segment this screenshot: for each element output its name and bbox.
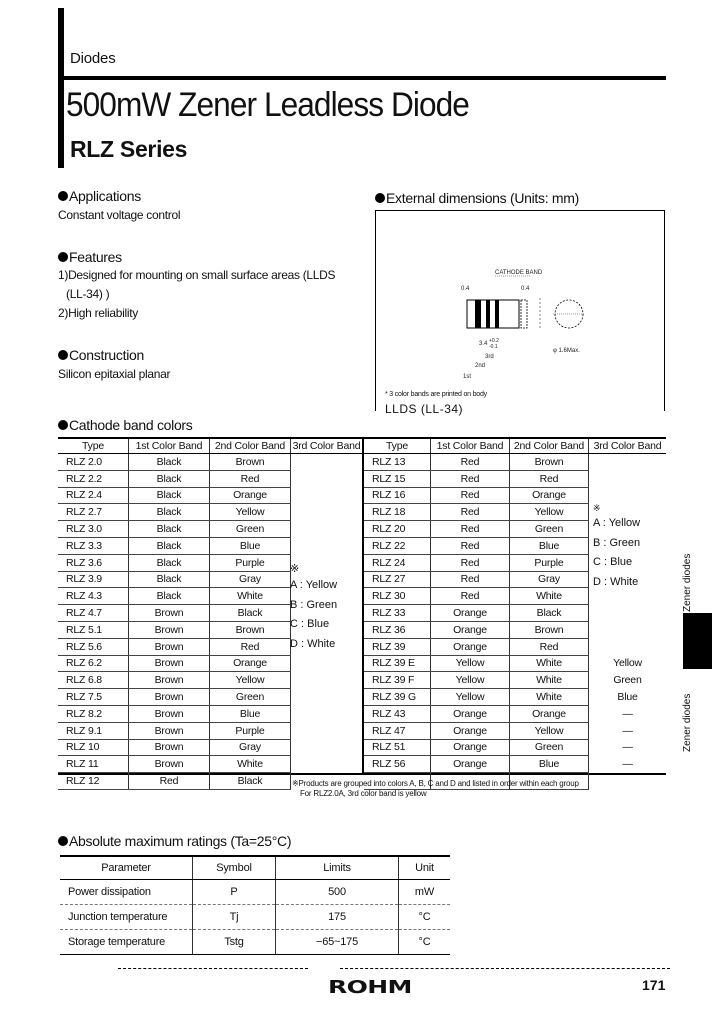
table-row — [58, 470, 362, 487]
ratings-heading — [58, 833, 291, 849]
cell-band3 — [291, 756, 363, 773]
cell-band1: Red — [431, 504, 510, 521]
cell-symbol: Tj — [193, 905, 276, 930]
cell-band3 — [291, 454, 363, 471]
construction-heading — [58, 347, 144, 363]
legend-item: C : Blue — [290, 618, 330, 630]
cell-type: RLZ 22 — [364, 537, 431, 554]
ratings-table — [60, 855, 450, 955]
cathode-heading — [58, 417, 193, 433]
cell-band2: Orange — [210, 487, 291, 504]
cell-band1: Orange — [431, 621, 510, 638]
legend-item: A : Yellow — [593, 517, 641, 529]
svg-text:φ 1.6Max.: φ 1.6Max. — [553, 348, 580, 354]
legend-item: D : White — [593, 575, 639, 588]
cell-limits: −65~175 — [276, 930, 399, 955]
table-row — [364, 638, 666, 655]
col-unit: Unit — [399, 856, 451, 880]
cell-band2: White — [510, 655, 589, 672]
col-band1: 1st Color Band — [129, 439, 210, 454]
cell-band2: Yellow — [210, 504, 291, 521]
cell-type: RLZ 39 F — [364, 672, 431, 689]
cell-type: RLZ 2.0 — [58, 454, 129, 471]
cell-band2: White — [510, 588, 589, 605]
cathode-heading-text: Cathode band colors — [69, 417, 193, 433]
cell-band2: Green — [510, 739, 589, 756]
svg-text:2nd: 2nd — [475, 363, 486, 369]
cell-band3: — — [622, 707, 633, 720]
cell-band2: Black — [210, 773, 291, 790]
svg-text:+0.2: +0.2 — [489, 338, 499, 344]
table-row — [364, 722, 666, 739]
col-parameter: Parameter — [60, 856, 193, 880]
cell-type: RLZ 6.2 — [58, 655, 129, 672]
cell-band2: Green — [210, 689, 291, 706]
table-row — [60, 930, 450, 955]
cell-type: RLZ 9.1 — [58, 722, 129, 739]
cell-band1: Brown — [129, 605, 210, 622]
cell-type: RLZ 33 — [364, 605, 431, 622]
table-row — [58, 655, 362, 672]
cell-band2: Purple — [510, 554, 589, 571]
dimensions-heading — [375, 190, 579, 206]
cell-band1: Red — [431, 487, 510, 504]
table-row — [58, 705, 362, 722]
cell-band3: — — [622, 741, 633, 754]
features-heading — [58, 249, 122, 265]
cell-band2: Red — [510, 638, 589, 655]
cell-band1: Black — [129, 470, 210, 487]
cell-symbol: Tstg — [193, 930, 276, 955]
side-index-tab — [683, 613, 712, 669]
svg-text:-0.1: -0.1 — [489, 344, 498, 350]
cell-type: RLZ 56 — [364, 756, 431, 773]
svg-text:1st: 1st — [463, 374, 472, 380]
cell-parameter: Junction temperature — [60, 905, 193, 930]
cell-band1: Black — [129, 454, 210, 471]
col-band2: 2nd Color Band — [210, 439, 291, 454]
cell-type: RLZ 43 — [364, 705, 431, 722]
svg-text:0.4: 0.4 — [461, 286, 470, 292]
footer-rule — [118, 968, 308, 970]
table-row — [364, 621, 666, 638]
table-row — [60, 880, 450, 905]
cell-band1: Brown — [129, 705, 210, 722]
cell-band2: Brown — [510, 454, 589, 471]
table-row — [364, 739, 666, 756]
col-band3: 3rd Color Band — [589, 439, 667, 454]
cell-type: RLZ 36 — [364, 621, 431, 638]
series-title: RLZ Series — [70, 136, 188, 162]
cell-unit: °C — [399, 930, 451, 955]
cell-type: RLZ 8.2 — [58, 705, 129, 722]
cell-band2: White — [510, 672, 589, 689]
cell-band1: Orange — [431, 638, 510, 655]
cell-type: RLZ 5.6 — [58, 638, 129, 655]
cell-band3 — [589, 454, 667, 471]
cathode-footnote — [292, 779, 579, 799]
cell-type: RLZ 39 G — [364, 689, 431, 706]
applications-text: Constant voltage control — [58, 208, 181, 222]
cell-band1: Brown — [129, 756, 210, 773]
svg-text:3rd: 3rd — [485, 354, 494, 360]
cell-type: RLZ 13 — [364, 454, 431, 471]
col-type: Type — [58, 439, 129, 454]
cell-band2: Red — [210, 638, 291, 655]
header-left-bar — [58, 8, 64, 168]
side-label-bottom: Zener diodes — [682, 693, 693, 752]
legend-item: B : Green — [290, 598, 338, 611]
cell-band2: White — [510, 689, 589, 706]
cell-band1: Yellow — [431, 672, 510, 689]
ratings-heading-text: Absolute maximum ratings (Ta=25°C) — [69, 833, 292, 849]
cell-band3 — [589, 621, 667, 638]
cell-band1: Black — [129, 521, 210, 538]
cell-band3: — — [622, 758, 633, 771]
dimensions-note: * 3 color bands are printed on body — [385, 391, 487, 398]
cell-band2: Blue — [510, 756, 589, 773]
legend-mark: ※ — [593, 503, 601, 513]
header-rule — [64, 76, 666, 80]
cell-band2: Green — [510, 521, 589, 538]
cell-limits: 175 — [276, 905, 399, 930]
table-row — [364, 672, 666, 689]
cell-band1: Orange — [431, 705, 510, 722]
table-row — [364, 470, 666, 487]
cell-band2: Brown — [210, 454, 291, 471]
cell-band3 — [291, 521, 363, 538]
footer-rule — [340, 968, 670, 970]
cell-band2: Gray — [210, 739, 291, 756]
cell-symbol: P — [193, 880, 276, 905]
cell-band3 — [589, 605, 667, 622]
cell-band1: Black — [129, 487, 210, 504]
legend-item: C : Blue — [593, 556, 633, 568]
cell-band1: Yellow — [431, 689, 510, 706]
color-legend-left — [290, 562, 337, 654]
cell-unit: mW — [399, 880, 451, 905]
cell-band1: Orange — [431, 605, 510, 622]
cell-band1: Red — [431, 537, 510, 554]
cell-band2: Blue — [210, 705, 291, 722]
cell-type: RLZ 16 — [364, 487, 431, 504]
col-band2: 2nd Color Band — [510, 439, 589, 454]
feature-item: 1)Designed for mounting on small surface areas (LLDS — [58, 268, 336, 282]
cell-unit: °C — [399, 905, 451, 930]
cell-band2: Red — [210, 470, 291, 487]
cell-type: RLZ 11 — [58, 756, 129, 773]
table-row — [58, 722, 362, 739]
cell-band2: Purple — [210, 554, 291, 571]
cell-band1: Brown — [129, 672, 210, 689]
cell-type: RLZ 18 — [364, 504, 431, 521]
table-row — [60, 905, 450, 930]
cell-type: RLZ 2.2 — [58, 470, 129, 487]
cell-type: RLZ 30 — [364, 588, 431, 605]
cell-band2: Gray — [510, 571, 589, 588]
cell-band1: Red — [431, 554, 510, 571]
cell-type: RLZ 7.5 — [58, 689, 129, 706]
bullet-icon — [58, 252, 68, 262]
cell-band1: Red — [431, 588, 510, 605]
svg-text:3.4: 3.4 — [479, 341, 488, 347]
table-row — [364, 655, 666, 672]
svg-text:0.4: 0.4 — [521, 286, 530, 292]
cell-band1: Red — [431, 454, 510, 471]
cell-type: RLZ 4.7 — [58, 605, 129, 622]
cell-band2: Yellow — [510, 722, 589, 739]
cell-band1: Red — [129, 773, 210, 790]
cell-band3 — [291, 672, 363, 689]
bullet-icon — [375, 193, 385, 203]
construction-heading-text: Construction — [69, 347, 144, 363]
rohm-logo: ROHM — [328, 976, 412, 998]
bullet-icon — [58, 191, 68, 201]
cell-band2: Brown — [510, 621, 589, 638]
cell-band3 — [589, 470, 667, 487]
table-row — [58, 537, 362, 554]
table-row — [364, 756, 666, 773]
table-row — [364, 605, 666, 622]
cell-band2: Gray — [210, 571, 291, 588]
cell-band2: Black — [510, 605, 589, 622]
bullet-icon — [58, 836, 68, 846]
cell-type: RLZ 20 — [364, 521, 431, 538]
cell-type: RLZ 3.3 — [58, 537, 129, 554]
cell-type: RLZ 39 E — [364, 655, 431, 672]
cell-band2: Brown — [210, 621, 291, 638]
cell-type: RLZ 4.3 — [58, 588, 129, 605]
cell-band3 — [291, 739, 363, 756]
cell-band1: Black — [129, 554, 210, 571]
cell-type: RLZ 12 — [58, 773, 129, 790]
cell-band1: Black — [129, 504, 210, 521]
cell-band3: Yellow — [613, 657, 642, 670]
table-row — [364, 689, 666, 706]
cell-band3 — [291, 537, 363, 554]
diode-dimension-diagram — [455, 262, 595, 387]
cell-band3 — [589, 638, 667, 655]
col-limits: Limits — [276, 856, 399, 880]
cell-band2: Red — [510, 470, 589, 487]
legend-item: D : White — [290, 637, 336, 650]
cell-type: RLZ 10 — [58, 739, 129, 756]
cell-band1: Red — [431, 571, 510, 588]
cell-type: RLZ 2.4 — [58, 487, 129, 504]
cell-band1: Orange — [431, 739, 510, 756]
cell-band2: Blue — [210, 537, 291, 554]
cell-type: RLZ 47 — [364, 722, 431, 739]
cell-type: RLZ 5.1 — [58, 621, 129, 638]
cell-band1: Orange — [431, 756, 510, 773]
legend-item: B : Green — [593, 536, 641, 549]
bullet-icon — [58, 350, 68, 360]
cell-band3 — [291, 655, 363, 672]
table-row — [58, 739, 362, 756]
table-row — [58, 689, 362, 706]
cell-parameter: Power dissipation — [60, 880, 193, 905]
cell-band1: Black — [129, 588, 210, 605]
cell-band2: Blue — [510, 537, 589, 554]
cell-band1: Brown — [129, 638, 210, 655]
cell-band1: Black — [129, 571, 210, 588]
features-heading-text: Features — [69, 249, 122, 265]
cell-band1: Brown — [129, 739, 210, 756]
col-band1: 1st Color Band — [431, 439, 510, 454]
legend-mark: ※ — [290, 563, 300, 575]
cell-band2: Orange — [210, 655, 291, 672]
cathode-table-right — [364, 439, 666, 790]
diode-outline-icon — [455, 262, 595, 382]
cell-type: RLZ 2.7 — [58, 504, 129, 521]
cell-band3 — [291, 504, 363, 521]
cell-band3 — [291, 722, 363, 739]
col-band3: 3rd Color Band — [291, 439, 363, 454]
cell-band1: Black — [129, 537, 210, 554]
cell-band3 — [291, 487, 363, 504]
cell-band2: Black — [210, 605, 291, 622]
table-header-row — [58, 439, 362, 454]
construction-text: Silicon epitaxial planar — [58, 367, 171, 381]
legend-item: A : Yellow — [290, 579, 338, 591]
cell-band2: Yellow — [210, 672, 291, 689]
cell-band1: Red — [431, 521, 510, 538]
cell-band3 — [291, 470, 363, 487]
cell-band2: Purple — [210, 722, 291, 739]
feature-item: (LL-34) ) — [66, 287, 110, 301]
svg-text:CATHODE BAND: CATHODE BAND — [495, 270, 543, 276]
table-row — [58, 504, 362, 521]
cell-type: RLZ 39 — [364, 638, 431, 655]
cell-type: RLZ 3.6 — [58, 554, 129, 571]
applications-heading — [58, 188, 141, 204]
col-type: Type — [364, 439, 431, 454]
cell-band2: White — [210, 588, 291, 605]
bullet-icon — [58, 420, 68, 430]
footnote-line: For RLZ2.0A, 3rd color band is yellow — [300, 789, 427, 798]
cell-band1: Yellow — [431, 655, 510, 672]
cell-band1: Orange — [431, 722, 510, 739]
category-label: Diodes — [70, 50, 116, 67]
feature-item: 2)High reliability — [58, 306, 138, 320]
cell-band1: Red — [431, 470, 510, 487]
cell-band1: Brown — [129, 689, 210, 706]
cell-band1: Brown — [129, 722, 210, 739]
cell-parameter: Storage temperature — [60, 930, 193, 955]
cell-limits: 500 — [276, 880, 399, 905]
footnote-line: ※Products are grouped into colors A, B, C and D and listed in order within each group — [292, 779, 579, 788]
table-row — [58, 672, 362, 689]
cell-band3 — [291, 705, 363, 722]
cell-type: RLZ 51 — [364, 739, 431, 756]
table-header-row — [60, 856, 450, 880]
table-row — [364, 705, 666, 722]
cell-type: RLZ 3.9 — [58, 571, 129, 588]
cell-band2: White — [210, 756, 291, 773]
table-row — [58, 756, 362, 773]
dimensions-heading-text: External dimensions (Units: mm) — [386, 190, 579, 206]
cell-type: RLZ 24 — [364, 554, 431, 571]
table-row — [364, 454, 666, 471]
cell-type: RLZ 6.8 — [58, 672, 129, 689]
cell-type: RLZ 3.0 — [58, 521, 129, 538]
cell-band2: Green — [210, 521, 291, 538]
applications-heading-text: Applications — [69, 188, 141, 204]
col-symbol: Symbol — [193, 856, 276, 880]
table-header-row — [364, 439, 666, 454]
cell-band3 — [291, 689, 363, 706]
page-number: 171 — [642, 977, 666, 993]
cell-band2: Orange — [510, 705, 589, 722]
package-name: LLDS (LL-34) — [385, 402, 464, 416]
cell-band3: Blue — [617, 691, 638, 704]
cell-band2: Orange — [510, 487, 589, 504]
side-label-top: Zener diodes — [682, 553, 693, 612]
table-row — [58, 521, 362, 538]
table-row — [58, 454, 362, 471]
table-row — [58, 487, 362, 504]
cell-band1: Brown — [129, 655, 210, 672]
cell-band1: Brown — [129, 621, 210, 638]
cell-band3: — — [622, 724, 633, 737]
cell-band3 — [589, 773, 667, 790]
color-legend-right — [593, 502, 640, 592]
cell-type: RLZ 15 — [364, 470, 431, 487]
page-title: 500mW Zener Leadless Diode — [66, 86, 469, 124]
cell-type: RLZ 27 — [364, 571, 431, 588]
cell-band2: Yellow — [510, 504, 589, 521]
cell-band3: Green — [613, 674, 642, 687]
